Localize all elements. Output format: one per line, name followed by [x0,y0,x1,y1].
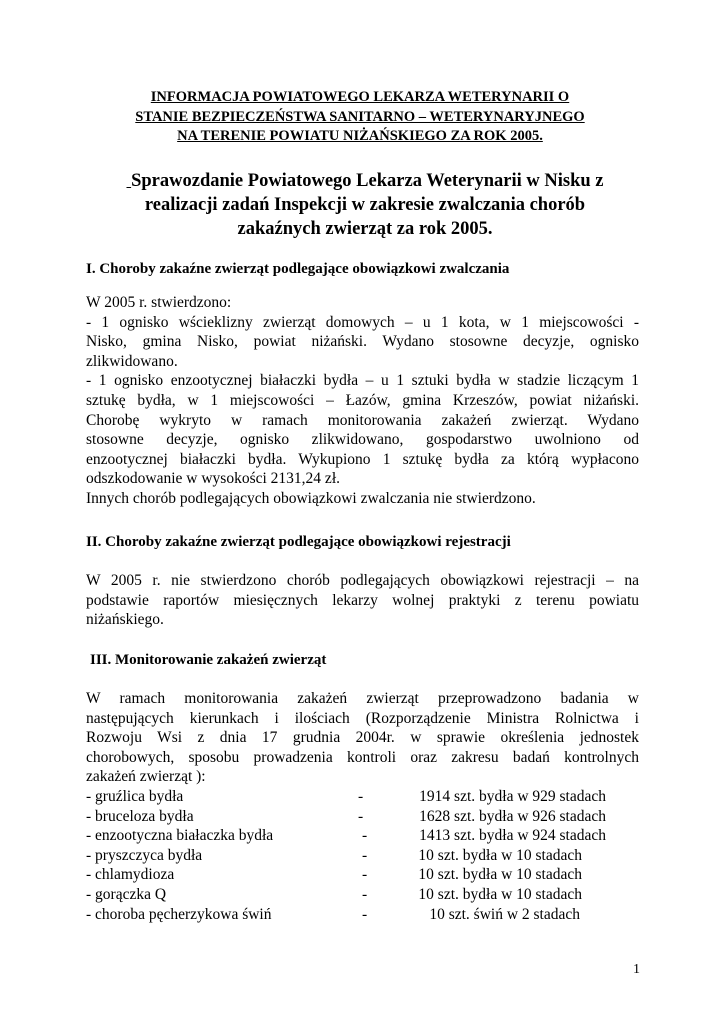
paragraph-line: sztukę bydła, w 1 miejscowości – Łazów, gmina Krzeszów, powiat niżański. [86,391,639,409]
list-item [86,865,606,885]
disease-name: - pryszczyca bydła [86,846,203,864]
page-number: 1 [633,962,640,977]
sample-count: 10 szt. bydła w 10 stadach [418,885,582,903]
paragraph-line: Chorobę wykryto w ramach monitorowania zakażeń zwierząt. Wydano [86,411,639,429]
paragraph-line: stosowne decyzje, ognisko zlikwidowano, gospodarstwo uwolniono od [86,431,639,449]
list-item [86,826,606,846]
list-item [86,846,606,866]
paragraph-line: odszkodowanie w wysokości 2131,24 zł. [86,470,340,488]
paragraph-line: W 2005 r. nie stwierdzono chorób podlegających obowiązkowi rejestracji – na [86,572,639,589]
disease-name: - chlamydioza [86,866,175,884]
separator-dash: - [358,807,364,825]
list-item [86,807,606,827]
disease-name: - enzootyczna białaczka bydła [86,827,274,845]
section-3-body [86,689,639,787]
disease-name: - gorączka Q [86,885,167,903]
paragraph-line: enzootycznej białaczki bydła. Wykupiono 1 sztukę bydła za którą wypłacono [86,450,639,468]
paragraph-line: chorobowych, sposobu prowadzenia kontroli oraz zakresu badań kontrolnych [86,748,639,766]
document-header [60,88,660,147]
section-2-heading: II. Choroby zakaźne zwierząt podlegające obowiązkowi rejestracji [86,534,511,550]
section-1-body [86,293,639,509]
report-title-line: Sprawozdanie Powiatowego Lekarza Weterynarii w Nisku z [131,171,604,191]
paragraph-line: - 1 ognisko enzootycznej białaczki bydła – u 1 sztuki bydła w stadzie liczącym 1 [86,372,639,390]
section-3-heading: III. Monitorowanie zakażeń zwierząt [90,652,327,668]
paragraph-line: podstawie raportów miesięcznych lekarzy wolnej praktyki z terenu powiatu [86,591,639,609]
paragraph-line: Innych chorób podlegających obowiązkowi zwalczania nie stwierdzono. [86,489,536,507]
paragraph-line: następujących kierunkach i ilościach (Rozporządzenie Ministra Rolnictwa i [86,709,639,727]
sample-count: 1628 szt. bydła w 926 stadach [419,807,606,825]
monitoring-list [86,787,606,924]
separator-dash: - [362,905,368,923]
sample-count: 10 szt. bydła w 10 stadach [418,866,582,884]
sample-count: 10 szt. bydła w 10 stadach [418,846,582,864]
sample-count: 1914 szt. bydła w 929 stadach [419,788,606,805]
list-item [86,885,606,905]
separator-dash: - [358,788,364,805]
separator-dash: - [362,846,368,864]
list-item [86,905,606,925]
report-title-line: zakaźnych zwierząt za rok 2005. [237,219,493,239]
sample-count: 10 szt. świń w 2 stadach [429,905,580,923]
report-title-line: realizacji zadań Inspekcji w zakresie zwalczania chorób [144,195,586,215]
paragraph-line: zlikwidowano. [86,352,178,370]
separator-dash: - [362,885,368,903]
paragraph-line: niżańskiego. [86,611,164,629]
paragraph-line: Nisko, gmina Nisko, powiat niżański. Wydano stosowne decyzje, ognisko [86,333,639,351]
section-2-body [86,571,639,630]
list-item [86,787,606,807]
header-line: INFORMACJA POWIATOWEGO LEKARZA WETERYNARII O [150,89,570,105]
paragraph-line: Rozwoju Wsi z dnia 17 grudnia 2004r. w sprawie określenia jednostek [86,729,639,747]
separator-dash: - [362,866,368,884]
section-1-heading: I. Choroby zakaźne zwierząt podlegające obowiązkowi zwalczania [86,261,510,277]
sample-count: 1413 szt. bydła w 924 stadach [419,827,606,845]
paragraph-line: W 2005 r. stwierdzono: [86,294,232,311]
header-line: NA TERENIE POWIATU NIŻAŃSKIEGO ZA ROK 2005. [177,128,543,144]
header-line: STANIE BEZPIECZEŃSTWA SANITARNO – WETERYNARYJNEGO [135,108,585,125]
disease-name: - gruźlica bydła [86,788,184,805]
paragraph-line: W ramach monitorowania zakażeń zwierząt przeprowadzono badania w [86,690,639,707]
separator-dash: - [362,827,368,845]
disease-name: - bruceloza bydła [86,807,194,825]
disease-name: - choroba pęcherzykowa świń [86,905,272,923]
paragraph-line: - 1 ognisko wścieklizny zwierząt domowych – u 1 kota, w 1 miejscowości - [86,313,639,331]
paragraph-line: zakażeń zwierząt ): [86,768,206,786]
report-title [70,169,660,241]
